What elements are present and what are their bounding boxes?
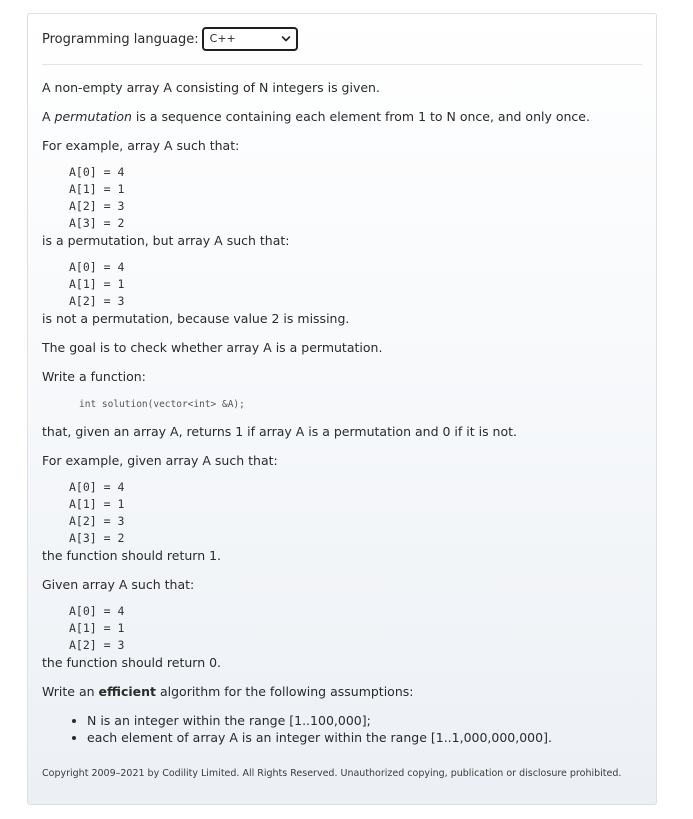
intro-text: A non-empty array A consisting of N integers is given.	[42, 80, 380, 95]
language-label: Programming language:	[42, 31, 199, 47]
example-array-4: A[0] = 4 A[1] = 1 A[2] = 3	[69, 604, 125, 652]
permutation-term: permutation	[54, 109, 132, 124]
chevron-down-icon	[281, 33, 291, 45]
assumptions-list	[42, 712, 642, 746]
write-function-text: Write a function:	[42, 369, 146, 384]
assumption-item: • each element of array A is an integer within the range [1..1,000,000,000].	[87, 729, 642, 746]
given-intro: Given array A such that:	[42, 577, 195, 592]
function-signature: int solution(vector<int> &A);	[79, 399, 245, 410]
permutation-definition: A permutation is a sequence containing each element from 1 to N once, and only once.	[42, 109, 590, 124]
example-3-conclusion: the function should return 1.	[42, 548, 222, 563]
example-2-intro: For example, given array A such that:	[42, 453, 278, 468]
efficient-term: efficient	[98, 684, 156, 699]
language-selector-row	[42, 14, 642, 65]
efficiency-text: Write an efficient algorithm for the following assumptions:	[42, 684, 414, 699]
assumption-item: • N is an integer within the range [1..100,000];	[87, 712, 642, 729]
example-array-3: A[0] = 4 A[1] = 1 A[2] = 3 A[3] = 2	[69, 480, 125, 545]
copyright-notice: Copyright 2009–2021 by Codility Limited. All Rights Reserved. Unauthorized copying, publication or disclosure prohibited.	[42, 768, 622, 779]
example-intro: For example, array A such that:	[42, 138, 240, 153]
language-select-value: C++	[209, 32, 236, 45]
example-2-conclusion: is not a permutation, because value 2 is missing.	[42, 311, 350, 326]
example-1-conclusion: is a permutation, but array A such that:	[42, 233, 290, 248]
example-4-conclusion: the function should return 0.	[42, 655, 222, 670]
goal-text: The goal is to check whether array A is a permutation.	[42, 340, 383, 355]
task-description-card	[27, 13, 657, 805]
returns-text: that, given an array A, returns 1 if array A is a permutation and 0 if it is not.	[42, 424, 518, 439]
example-array-2: A[0] = 4 A[1] = 1 A[2] = 3	[69, 260, 125, 308]
language-select[interactable]	[202, 27, 298, 51]
task-content	[42, 79, 642, 783]
example-array-1: A[0] = 4 A[1] = 1 A[2] = 3 A[3] = 2	[69, 165, 125, 230]
